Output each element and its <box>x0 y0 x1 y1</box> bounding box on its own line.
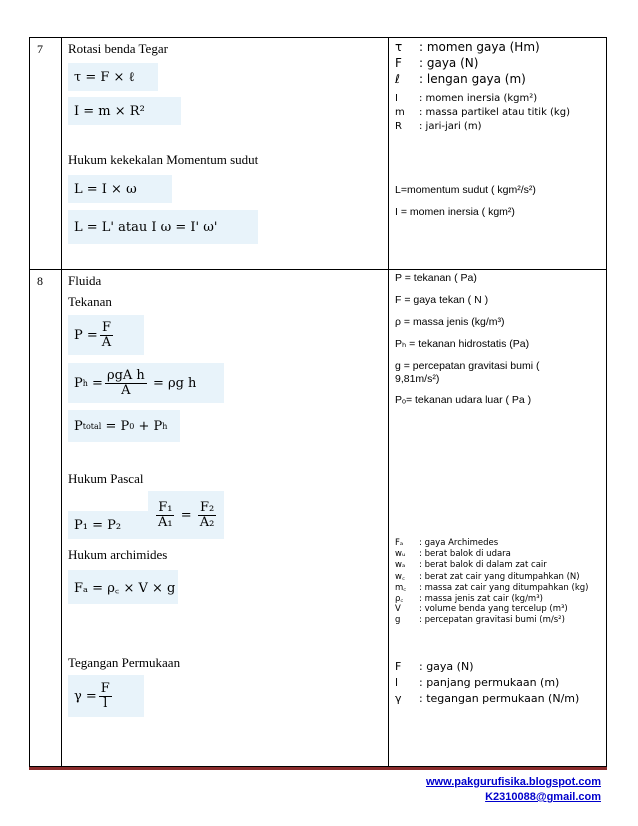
def-line: ρ = massa jenis (kg/m³) <box>395 316 505 328</box>
table-row-7 <box>30 38 607 270</box>
def-line: w꜀ : berat zat cair yang ditumpahkan (N) <box>395 572 580 582</box>
def-line: m : massa partikel atau titik (kg) <box>395 107 570 118</box>
section-title-fluida: Fluida <box>68 273 102 288</box>
def-angular-momentum: L=momentum sudut ( kgm²/s²) <box>395 184 536 196</box>
def-line: V : volume benda yang tercelup (m³) <box>395 604 568 614</box>
def-line: 9,81m/s²) <box>395 373 440 385</box>
def-line: F = gaya tekan ( N ) <box>395 294 489 306</box>
footer-divider <box>29 767 607 770</box>
formula-hydrostatic: P h = $\frac{\text{ρgA h}}{A}$ = ρg h <box>68 363 224 403</box>
def-line: g = percepatan gravitasi bumi ( <box>395 360 540 372</box>
def-line: wₐ : berat balok di dalam zat cair <box>395 560 547 570</box>
definition-cell <box>389 270 607 767</box>
section-title-tekanan: Tekanan <box>68 294 112 309</box>
section-title-tegangan: Tegangan Permukaan <box>68 655 181 670</box>
row-number: 8 <box>37 274 43 288</box>
formula-surface-tension: γ = $\frac{F}{l}$ <box>68 675 144 717</box>
def-line: ρ꜀ : massa jenis zat cair (kg/m³) <box>395 594 543 604</box>
def-line: l : panjang permukaan (m) <box>395 676 560 689</box>
section-title-momentum: Hukum kekekalan Momentum sudut <box>68 152 259 167</box>
def-line: F : gaya (N) <box>395 660 474 673</box>
def-line: τ : momen gaya (Hm) <box>395 40 540 54</box>
formula-momentum: L = I × ω <box>68 175 172 203</box>
row-number: 7 <box>37 42 43 56</box>
footer-email-link[interactable]: K2310088@gmail.com <box>485 791 601 803</box>
formula-total-pressure: P total = P 0 + P h <box>68 410 180 442</box>
def-line: ℓ : lengan gaya (m) <box>395 72 526 86</box>
def-line: m꜀ : massa zat cair yang ditumpahkan (kg) <box>395 583 589 593</box>
formula-conservation: L = L' atau I ω = I' ω' <box>68 210 258 244</box>
def-line: wᵤ : berat balok di udara <box>395 549 511 559</box>
section-title-archimedes: Hukum archimides <box>68 547 168 562</box>
def-line: F : gaya (N) <box>395 56 479 70</box>
def-inertia: I = momen inersia ( kgm²) <box>395 206 515 218</box>
def-line: Pₕ = tekanan hidrostatis (Pa) <box>395 338 530 350</box>
section-title-pascal: Hukum Pascal <box>68 471 144 486</box>
def-line: g : percepatan gravitasi bumi (m/s²) <box>395 615 565 625</box>
table-row-8 <box>30 270 607 767</box>
formula-torque: τ = F × ℓ <box>68 63 158 91</box>
formula-inertia: I = m × R² <box>68 97 181 125</box>
formula-pascal-ratio: $\frac{\text{F₁}}{\text{A₁}}$ = $\frac{\text{F₂}}{\text{A₂}}$ <box>148 491 224 539</box>
def-line: Fₐ : gaya Archimedes <box>395 538 499 548</box>
formula-pascal-pressure: P₁ = P₂ <box>68 511 148 539</box>
section-title-rotasi: Rotasi benda Tegar <box>68 41 168 56</box>
formula-cell <box>62 270 389 767</box>
formula-pressure: P = $\frac{F}{A}$ <box>68 315 144 355</box>
def-line: γ : tegangan permukaan (N/m) <box>395 692 580 705</box>
footer-blog-link[interactable]: www.pakgurufisika.blogspot.com <box>425 776 601 788</box>
def-line: I : momen inersia (kgm²) <box>395 93 538 104</box>
row-number-cell <box>30 270 62 767</box>
def-line: P = tekanan ( Pa) <box>395 272 477 284</box>
def-line: R : jari-jari (m) <box>395 121 482 132</box>
definition-cell <box>389 38 607 270</box>
formula-cell <box>62 38 389 270</box>
row-number-cell <box>30 38 62 270</box>
physics-formula-table <box>29 37 607 767</box>
formula-archimedes: Fₐ = ρ꜀ × V × g <box>68 570 178 604</box>
def-line: Pₒ= tekanan udara luar ( Pa ) <box>395 394 532 406</box>
